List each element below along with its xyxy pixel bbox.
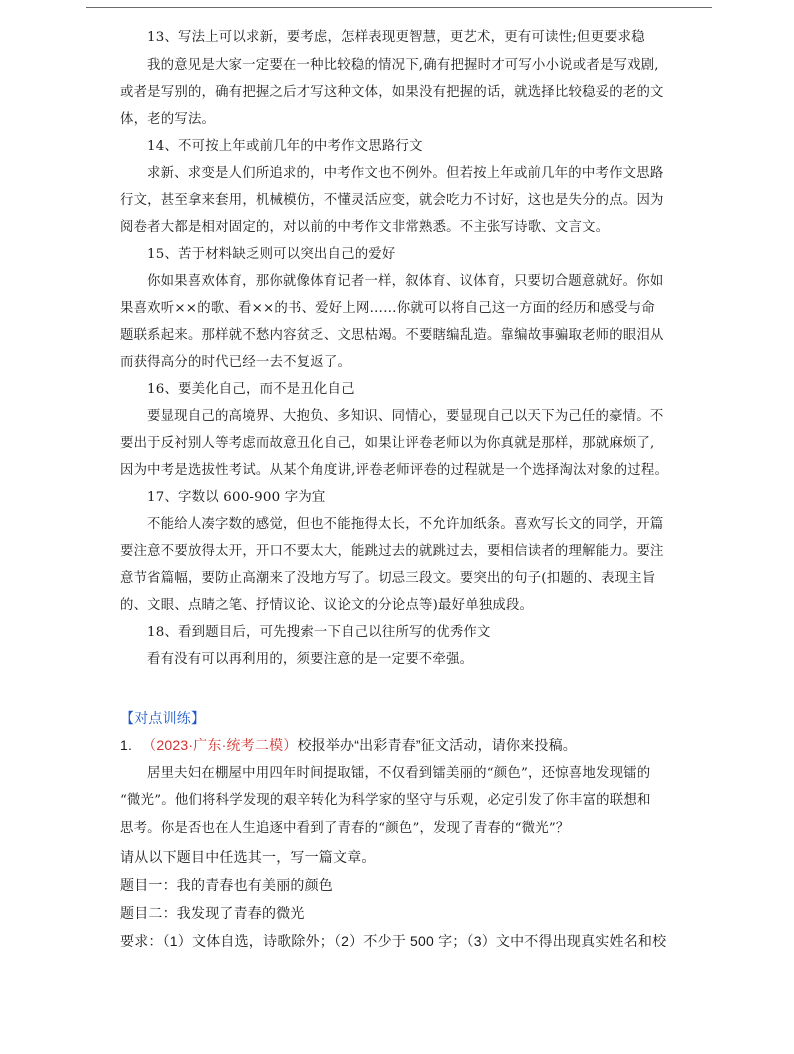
item-16-body-line-3: 因为中考是选拔性考试。从某个角度讲,评卷老师评卷的过程就是一个选择淘汰对象的过程。 — [120, 463, 669, 478]
item-15-body-line-2: 果喜欢听××的歌、看××的书、爱好上网……你就可以将自己这一方面的经历和感受与命 — [120, 301, 655, 316]
item-14-body-line-2: 行文，甚至拿来套用，机械模仿，不懂灵活应变，就会吃力不讨好，这也是失分的点。因为 — [120, 193, 664, 208]
item-18-body-line-1: 看有没有可以再利用的，须要注意的是一定要不牵强。 — [147, 652, 474, 667]
item-16-body-line-2: 要出于反衬别人等考虑而故意丑化自己，如果让评卷老师以为你真就是那样，那就麻烦了, — [120, 436, 655, 451]
item-16-body-line-1: 要显现自己的高境界、大抱负、多知识、同情心，要显现自己以天下为己任的豪情。不 — [147, 409, 664, 424]
topic-2: 题目二：我发现了青春的微光 — [120, 905, 305, 921]
item-17-body-line-3: 意节省篇幅，要防止高潮来了没地方写了。切忌三段文。要突出的句子(扣题的、表现主旨 — [120, 571, 656, 586]
item-15-title: 15、苦于材料缺乏则可以突出自己的爱好 — [147, 247, 396, 262]
practice-header: 【对点训练】 — [120, 710, 206, 726]
item-13-body-line-2: 或者是写别的，确有把握之后才写这种文体，如果没有把握的话，就选择比较稳妥的老的文 — [120, 85, 664, 100]
item-17-title: 17、字数以 600-900 字为宜 — [147, 490, 326, 505]
item-13-title: 13、写法上可以求新，要考虑，怎样表现更智慧，更艺术，更有可读性;但更要求稳 — [147, 30, 645, 45]
question-number: 1. — [120, 737, 133, 753]
item-17-body-line-4: 的、文眼、点睛之笔、抒情议论、议论文的分论点等)最好单独成段。 — [120, 598, 534, 613]
item-15-body-line-1: 你如果喜欢体育，那你就像体育记者一样，叙体育、议体育，只要切合题意就好。你如 — [147, 274, 664, 289]
material-line-1: 居里夫妇在棚屋中用四年时间提取镭，不仅看到镭美丽的“颜色”，还惊喜地发现镭的 — [147, 766, 651, 781]
topic-1: 题目一：我的青春也有美丽的颜色 — [120, 877, 333, 893]
item-15-body-line-3: 题联系起来。那样就不愁内容贫乏、文思枯竭。不要瞎编乱造。靠编故事骗取老师的眼泪从 — [120, 328, 664, 343]
item-17-body-line-1: 不能给人凑字数的感觉，但也不能拖得太长，不允许加纸条。喜欢写长文的同学，开篇 — [147, 517, 664, 532]
item-18-title: 18、看到题目后，可先搜索一下自己以往所写的优秀作文 — [147, 625, 491, 640]
header-rule — [86, 7, 712, 8]
item-14-body-line-1: 求新、求变是人们所追求的，中考作文也不例外。但若按上年或前几年的中考作文思路 — [147, 166, 664, 181]
requirements: 要求：（1）文体自选，诗歌除外；（2）不少于 500 字；（3）文中不得出现真实姓名和校 — [120, 933, 667, 949]
item-17-body-line-2: 要注意不要放得太开，开口不要太大，能跳过去的就跳过去，要相信读者的理解能力。要注 — [120, 544, 664, 559]
question-source: （2023·广东·统考二模） — [142, 737, 298, 753]
item-15-body-line-4: 而获得高分的时代已经一去不复返了。 — [120, 355, 352, 370]
item-14-title: 14、不可按上年或前几年的中考作文思路行文 — [147, 139, 423, 154]
item-13-body-line-1: 我的意见是大家一定要在一种比较稳的情况下,确有把握时才可写小小说或者是写戏剧, — [147, 58, 659, 73]
question-lead: 校报举办“出彩青春”征文活动，请你来投稿。 — [297, 737, 577, 753]
item-13-body-line-3: 体，老的写法。 — [120, 112, 216, 127]
item-16-title: 16、要美化自己，而不是丑化自己 — [147, 382, 355, 397]
question-1-prompt — [120, 736, 577, 754]
material-line-3: 思考。你是否也在人生追逐中看到了青春的“颜色”，发现了青春的“微光”？ — [120, 821, 570, 836]
instruction: 请从以下题目中任选其一，写一篇文章。 — [120, 849, 376, 865]
item-14-body-line-3: 阅卷者大都是相对固定的，对以前的中考作文非常熟悉。不主张写诗歌、文言文。 — [120, 220, 610, 235]
material-line-2: “微光”。他们将科学发现的艰辛转化为科学家的坚守与乐观，必定引发了你丰富的联想和 — [120, 793, 651, 808]
